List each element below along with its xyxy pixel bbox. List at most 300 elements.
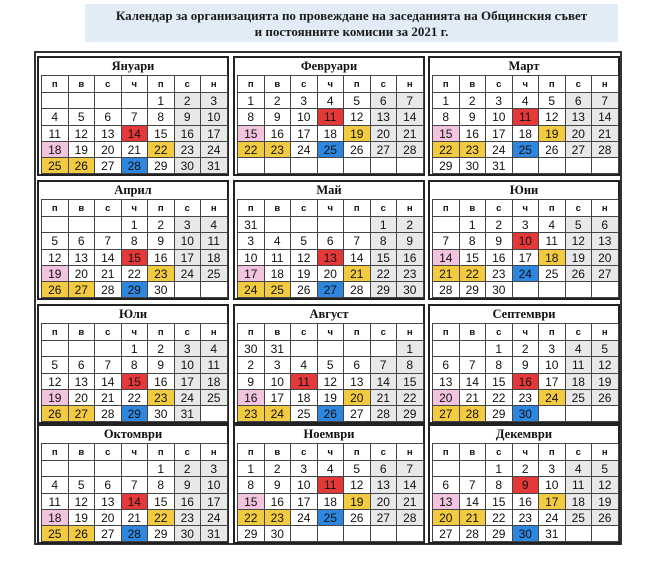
day-cell: 13 xyxy=(94,493,122,510)
day-cell: 25 xyxy=(41,157,69,174)
day-cell: 3 xyxy=(290,92,318,109)
day-cell: 2 xyxy=(237,356,265,373)
day-cell: 28 xyxy=(459,405,487,422)
month-name: Септември xyxy=(492,307,556,321)
day-cell: 15 xyxy=(121,249,149,266)
day-cell: 10 xyxy=(512,232,540,249)
day-cell: 18 xyxy=(41,509,69,526)
day-cell: 20 xyxy=(591,249,619,266)
day-cell: 9 xyxy=(147,356,175,373)
day-cell: 29 xyxy=(485,525,513,542)
month-1 xyxy=(37,56,229,176)
day-cell: 13 xyxy=(432,373,460,390)
day-cell: 18 xyxy=(317,493,345,510)
day-cell: 5 xyxy=(343,92,371,109)
day-cell: 27 xyxy=(370,509,398,526)
day-cell: 24 xyxy=(512,265,540,282)
day-cell: 11 xyxy=(538,232,566,249)
month-2 xyxy=(233,56,425,176)
day-cell: 13 xyxy=(317,249,345,266)
day-cell: 4 xyxy=(538,216,566,233)
day-cell: 31 xyxy=(538,525,566,542)
day-cell: 27 xyxy=(591,265,619,282)
day-cell: 24 xyxy=(200,141,228,158)
day-cell: 25 xyxy=(538,265,566,282)
day-cell: 7 xyxy=(432,232,460,249)
empty-cell xyxy=(290,157,318,174)
day-cell: 18 xyxy=(538,249,566,266)
day-cell: 22 xyxy=(459,265,487,282)
weekday-header: с xyxy=(370,75,398,93)
weekday-header: н xyxy=(200,199,228,217)
day-cell: 31 xyxy=(485,157,513,174)
weekday-header: п xyxy=(41,323,69,341)
weekday-header: с xyxy=(485,75,513,93)
day-cell: 20 xyxy=(432,509,460,526)
day-cell: 27 xyxy=(432,525,460,542)
weekday-header: п xyxy=(432,75,460,93)
day-cell: 29 xyxy=(459,281,487,298)
day-cell: 2 xyxy=(147,216,175,233)
day-cell: 23 xyxy=(147,265,175,282)
day-cell: 22 xyxy=(237,509,265,526)
day-cell: 30 xyxy=(459,157,487,174)
weekday-header: в xyxy=(459,323,487,341)
month-name: Февруари xyxy=(300,59,358,73)
day-cell: 20 xyxy=(432,389,460,406)
day-cell: 4 xyxy=(200,216,228,233)
day-cell: 28 xyxy=(396,509,424,526)
day-cell: 17 xyxy=(538,373,566,390)
day-cell: 29 xyxy=(370,281,398,298)
day-cell: 14 xyxy=(459,493,487,510)
day-cell: 15 xyxy=(485,373,513,390)
weekday-header: п xyxy=(343,323,371,341)
weekday-header: в xyxy=(68,323,96,341)
day-cell: 8 xyxy=(147,476,175,493)
day-cell: 11 xyxy=(41,125,69,142)
day-cell: 7 xyxy=(370,356,398,373)
day-cell: 29 xyxy=(432,157,460,174)
day-cell: 23 xyxy=(264,509,292,526)
day-cell: 7 xyxy=(121,476,149,493)
day-cell: 12 xyxy=(290,249,318,266)
day-cell: 30 xyxy=(147,405,175,422)
day-cell: 12 xyxy=(591,356,619,373)
day-cell: 18 xyxy=(512,125,540,142)
day-cell: 11 xyxy=(290,373,318,390)
day-cell: 3 xyxy=(512,216,540,233)
day-cell: 16 xyxy=(147,373,175,390)
day-cell: 18 xyxy=(200,373,228,390)
title-line-2: и постоянните комисии за 2021 г. xyxy=(254,24,449,39)
day-cell: 6 xyxy=(317,232,345,249)
day-cell: 9 xyxy=(264,108,292,125)
weekday-header: с xyxy=(290,323,318,341)
day-cell: 24 xyxy=(485,141,513,158)
day-cell: 14 xyxy=(370,373,398,390)
day-cell: 14 xyxy=(432,249,460,266)
day-cell: 3 xyxy=(264,356,292,373)
empty-cell xyxy=(317,157,345,174)
day-cell: 29 xyxy=(485,405,513,422)
day-cell: 10 xyxy=(290,476,318,493)
empty-cell xyxy=(512,157,540,174)
day-cell: 23 xyxy=(264,141,292,158)
weekday-header: п xyxy=(41,443,69,461)
day-cell: 21 xyxy=(591,125,619,142)
day-cell: 8 xyxy=(147,108,175,125)
weekday-header: с xyxy=(370,323,398,341)
weekday-header: с xyxy=(485,443,513,461)
day-cell: 12 xyxy=(538,108,566,125)
day-cell: 28 xyxy=(432,281,460,298)
day-cell: 13 xyxy=(68,373,96,390)
weekday-header: п xyxy=(343,75,371,93)
day-cell: 7 xyxy=(396,92,424,109)
day-cell: 24 xyxy=(174,389,202,406)
day-cell: 10 xyxy=(485,108,513,125)
empty-cell xyxy=(343,157,371,174)
weekday-header: с xyxy=(174,323,202,341)
day-cell: 1 xyxy=(237,460,265,477)
day-cell: 29 xyxy=(121,281,149,298)
day-cell: 11 xyxy=(317,476,345,493)
empty-cell xyxy=(565,157,593,174)
weekday-header: ч xyxy=(512,75,540,93)
day-cell: 7 xyxy=(121,108,149,125)
day-cell: 23 xyxy=(396,265,424,282)
day-cell: 10 xyxy=(290,108,318,125)
day-cell: 5 xyxy=(68,108,96,125)
day-cell: 20 xyxy=(370,493,398,510)
weekday-header: н xyxy=(396,323,424,341)
empty-cell xyxy=(68,92,96,109)
day-cell: 2 xyxy=(264,460,292,477)
day-cell: 15 xyxy=(237,493,265,510)
day-cell: 25 xyxy=(565,389,593,406)
day-cell: 23 xyxy=(174,141,202,158)
empty-cell xyxy=(370,340,398,357)
day-cell: 10 xyxy=(538,356,566,373)
day-cell: 15 xyxy=(370,249,398,266)
day-cell: 28 xyxy=(343,281,371,298)
weekday-header: с xyxy=(565,199,593,217)
empty-cell xyxy=(432,340,460,357)
day-cell: 25 xyxy=(317,141,345,158)
day-cell: 8 xyxy=(121,232,149,249)
day-cell: 17 xyxy=(538,493,566,510)
empty-cell xyxy=(121,92,149,109)
day-cell: 24 xyxy=(264,405,292,422)
day-cell: 26 xyxy=(41,281,69,298)
weekday-header: п xyxy=(538,443,566,461)
day-cell: 3 xyxy=(174,340,202,357)
weekday-header: п xyxy=(432,443,460,461)
empty-cell xyxy=(538,157,566,174)
day-cell: 10 xyxy=(200,108,228,125)
day-cell: 28 xyxy=(591,141,619,158)
day-cell: 4 xyxy=(41,108,69,125)
day-cell: 1 xyxy=(396,340,424,357)
month-11 xyxy=(233,424,425,544)
empty-cell xyxy=(200,405,228,422)
day-cell: 11 xyxy=(565,356,593,373)
day-cell: 22 xyxy=(147,141,175,158)
day-cell: 16 xyxy=(459,125,487,142)
empty-cell xyxy=(591,405,619,422)
day-cell: 11 xyxy=(512,108,540,125)
day-cell: 16 xyxy=(512,373,540,390)
day-cell: 14 xyxy=(121,493,149,510)
day-cell: 13 xyxy=(370,476,398,493)
weekday-header: п xyxy=(237,323,265,341)
weekday-header: ч xyxy=(512,443,540,461)
weekday-header: н xyxy=(200,443,228,461)
day-cell: 2 xyxy=(459,92,487,109)
day-cell: 29 xyxy=(237,525,265,542)
day-cell: 16 xyxy=(396,249,424,266)
day-cell: 19 xyxy=(41,265,69,282)
empty-cell xyxy=(370,157,398,174)
weekday-header: в xyxy=(459,443,487,461)
empty-cell xyxy=(565,405,593,422)
day-cell: 2 xyxy=(396,216,424,233)
day-cell: 5 xyxy=(290,232,318,249)
weekday-header: п xyxy=(343,443,371,461)
day-cell: 4 xyxy=(290,356,318,373)
day-cell: 4 xyxy=(41,476,69,493)
day-cell: 5 xyxy=(317,356,345,373)
month-8 xyxy=(233,304,425,424)
day-cell: 21 xyxy=(396,493,424,510)
day-cell: 29 xyxy=(147,525,175,542)
day-cell: 24 xyxy=(200,509,228,526)
month-name: Август xyxy=(309,307,349,321)
day-cell: 17 xyxy=(512,249,540,266)
weekday-header: п xyxy=(237,443,265,461)
empty-cell xyxy=(343,216,371,233)
day-cell: 24 xyxy=(290,509,318,526)
day-cell: 8 xyxy=(237,108,265,125)
day-cell: 1 xyxy=(121,340,149,357)
empty-cell xyxy=(591,281,619,298)
day-cell: 1 xyxy=(370,216,398,233)
day-cell: 27 xyxy=(370,141,398,158)
month-3 xyxy=(428,56,620,176)
day-cell: 12 xyxy=(343,108,371,125)
day-cell: 15 xyxy=(237,125,265,142)
day-cell: 22 xyxy=(485,509,513,526)
weekday-header: ч xyxy=(121,323,149,341)
day-cell: 1 xyxy=(432,92,460,109)
day-cell: 25 xyxy=(264,281,292,298)
day-cell: 9 xyxy=(174,108,202,125)
empty-cell xyxy=(396,157,424,174)
title-line-1: Календар за организацията по провеждане на заседанията на Общинския съвет xyxy=(115,8,588,23)
day-cell: 29 xyxy=(396,405,424,422)
day-cell: 12 xyxy=(41,373,69,390)
month-name: Ноември xyxy=(303,427,355,441)
day-cell: 15 xyxy=(147,493,175,510)
day-cell: 30 xyxy=(512,405,540,422)
day-cell: 22 xyxy=(121,265,149,282)
day-cell: 11 xyxy=(41,493,69,510)
day-cell: 23 xyxy=(147,389,175,406)
day-cell: 6 xyxy=(591,216,619,233)
day-cell: 8 xyxy=(370,232,398,249)
day-cell: 13 xyxy=(68,249,96,266)
day-cell: 14 xyxy=(343,249,371,266)
weekday-header: с xyxy=(370,443,398,461)
weekday-header: н xyxy=(591,75,619,93)
day-cell: 2 xyxy=(174,460,202,477)
day-cell: 29 xyxy=(121,405,149,422)
empty-cell xyxy=(396,525,424,542)
day-cell: 20 xyxy=(317,265,345,282)
weekday-header: н xyxy=(591,323,619,341)
day-cell: 14 xyxy=(94,373,122,390)
empty-cell xyxy=(121,460,149,477)
day-cell: 16 xyxy=(264,493,292,510)
day-cell: 27 xyxy=(343,405,371,422)
day-cell: 5 xyxy=(591,340,619,357)
day-cell: 25 xyxy=(512,141,540,158)
day-cell: 9 xyxy=(147,232,175,249)
day-cell: 2 xyxy=(264,92,292,109)
day-cell: 31 xyxy=(200,525,228,542)
day-cell: 19 xyxy=(41,389,69,406)
month-name: Октомври xyxy=(103,427,163,441)
empty-cell xyxy=(68,460,96,477)
empty-cell xyxy=(565,281,593,298)
day-cell: 1 xyxy=(121,216,149,233)
day-cell: 16 xyxy=(512,493,540,510)
day-cell: 27 xyxy=(68,281,96,298)
day-cell: 3 xyxy=(200,460,228,477)
day-cell: 30 xyxy=(147,281,175,298)
month-6 xyxy=(428,180,620,300)
weekday-header: п xyxy=(147,443,175,461)
month-name: Юли xyxy=(118,307,148,321)
day-cell: 6 xyxy=(343,356,371,373)
day-cell: 2 xyxy=(485,216,513,233)
day-cell: 20 xyxy=(370,125,398,142)
day-cell: 16 xyxy=(237,389,265,406)
day-cell: 30 xyxy=(174,157,202,174)
day-cell: 21 xyxy=(396,125,424,142)
day-cell: 28 xyxy=(121,157,149,174)
day-cell: 3 xyxy=(485,92,513,109)
day-cell: 1 xyxy=(147,460,175,477)
weekday-header: с xyxy=(565,75,593,93)
empty-cell xyxy=(432,460,460,477)
day-cell: 3 xyxy=(290,460,318,477)
weekday-header: с xyxy=(94,323,122,341)
day-cell: 8 xyxy=(485,356,513,373)
day-cell: 18 xyxy=(290,389,318,406)
empty-cell xyxy=(343,340,371,357)
day-cell: 9 xyxy=(485,232,513,249)
weekday-header: ч xyxy=(512,199,540,217)
weekday-header: в xyxy=(264,443,292,461)
day-cell: 26 xyxy=(68,525,96,542)
day-cell: 17 xyxy=(174,373,202,390)
day-cell: 28 xyxy=(121,525,149,542)
day-cell: 20 xyxy=(343,389,371,406)
day-cell: 22 xyxy=(485,389,513,406)
weekday-header: п xyxy=(147,199,175,217)
day-cell: 7 xyxy=(591,92,619,109)
month-4 xyxy=(37,180,229,300)
weekday-header: н xyxy=(396,75,424,93)
day-cell: 26 xyxy=(591,509,619,526)
month-name: Април xyxy=(114,183,152,197)
day-cell: 26 xyxy=(68,157,96,174)
empty-cell xyxy=(565,525,593,542)
day-cell: 4 xyxy=(512,92,540,109)
day-cell: 2 xyxy=(512,460,540,477)
day-cell: 10 xyxy=(237,249,265,266)
day-cell: 21 xyxy=(343,265,371,282)
day-cell: 12 xyxy=(591,476,619,493)
empty-cell xyxy=(68,216,96,233)
day-cell: 7 xyxy=(343,232,371,249)
day-cell: 13 xyxy=(591,232,619,249)
empty-cell xyxy=(317,525,345,542)
weekday-header: п xyxy=(41,75,69,93)
day-cell: 12 xyxy=(317,373,345,390)
weekday-header: с xyxy=(565,323,593,341)
empty-cell xyxy=(459,340,487,357)
weekday-header: н xyxy=(396,443,424,461)
weekday-header: в xyxy=(459,199,487,217)
month-9 xyxy=(428,304,620,424)
month-name: Март xyxy=(508,59,540,73)
weekday-header: в xyxy=(68,75,96,93)
day-cell: 20 xyxy=(94,509,122,526)
day-cell: 13 xyxy=(432,493,460,510)
day-cell: 10 xyxy=(264,373,292,390)
day-cell: 1 xyxy=(459,216,487,233)
day-cell: 14 xyxy=(591,108,619,125)
weekday-header: ч xyxy=(121,75,149,93)
empty-cell xyxy=(264,157,292,174)
day-cell: 23 xyxy=(174,509,202,526)
day-cell: 15 xyxy=(432,125,460,142)
day-cell: 25 xyxy=(200,389,228,406)
day-cell: 28 xyxy=(396,141,424,158)
day-cell: 19 xyxy=(591,493,619,510)
day-cell: 21 xyxy=(459,389,487,406)
day-cell: 26 xyxy=(591,389,619,406)
day-cell: 24 xyxy=(538,509,566,526)
month-name: Декември xyxy=(495,427,553,441)
empty-cell xyxy=(317,216,345,233)
day-cell: 26 xyxy=(343,509,371,526)
day-cell: 2 xyxy=(512,340,540,357)
day-cell: 5 xyxy=(68,476,96,493)
day-cell: 12 xyxy=(68,493,96,510)
day-cell: 4 xyxy=(565,460,593,477)
day-cell: 10 xyxy=(174,356,202,373)
day-cell: 27 xyxy=(565,141,593,158)
day-cell: 2 xyxy=(147,340,175,357)
day-cell: 24 xyxy=(290,141,318,158)
day-cell: 19 xyxy=(538,125,566,142)
day-cell: 10 xyxy=(538,476,566,493)
empty-cell xyxy=(290,525,318,542)
